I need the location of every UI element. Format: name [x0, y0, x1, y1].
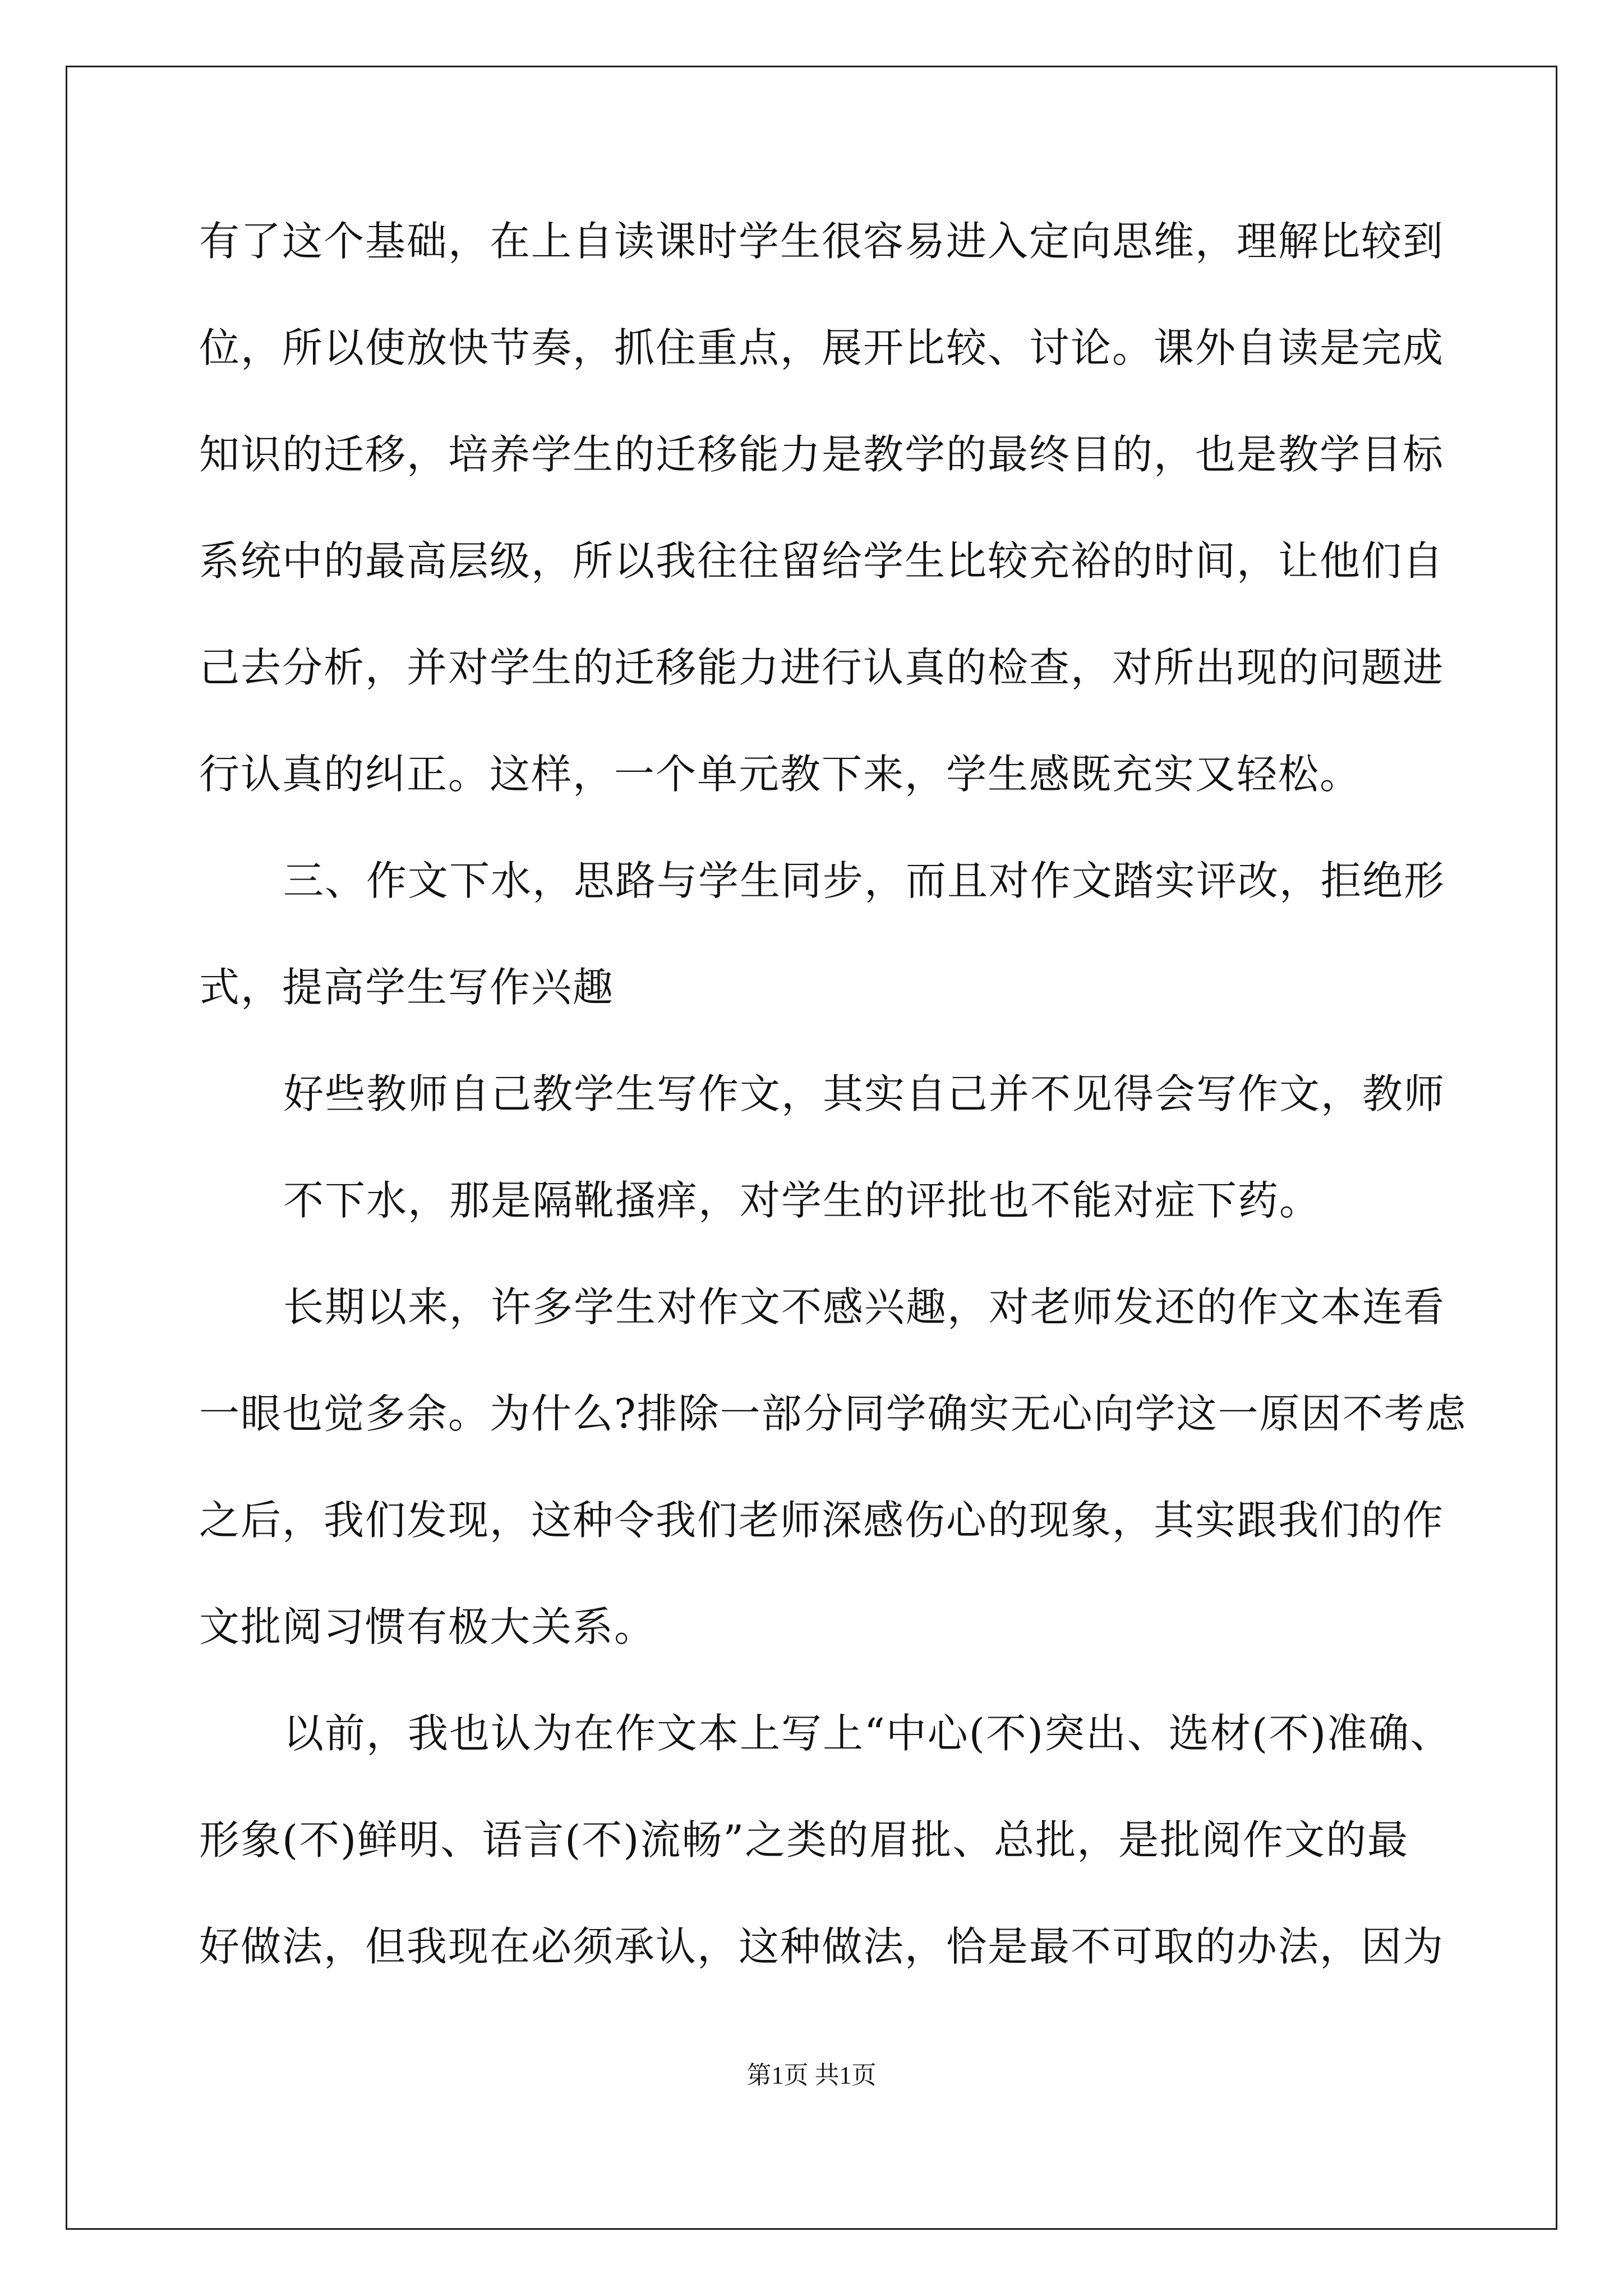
text-line: 以前，我也认为在作文本上写上“中心(不)突出、选材(不)准确、	[283, 1710, 1452, 1757]
text-line: 好些教师自己教学生写作文，其实自己并不见得会写作文，教师	[283, 1070, 1446, 1117]
text-line: 位，所以使放快节奏，抓住重点，展开比较、讨论。课外自读是完成	[199, 324, 1445, 371]
text-line: 己去分析，并对学生的迁移能力进行认真的检查，对所出现的问题进	[199, 644, 1445, 691]
text-line: 文批阅习惯有极大关系。	[199, 1603, 656, 1650]
paragraph-heading-line: 式，提高学生写作兴趣	[199, 964, 615, 1011]
text-line: 知识的迁移，培养学生的迁移能力是教学的最终目的，也是教学目标	[199, 431, 1445, 478]
text-line: 形象(不)鲜明、语言(不)流畅”之类的眉批、总批，是批阅作文的最	[199, 1816, 1409, 1864]
text-line: 行认真的纠正。这样，一个单元教下来，学生感既充实又轻松。	[199, 751, 1362, 798]
text-line: 长期以来，许多学生对作文不感兴趣，对老师发还的作文本连看	[283, 1283, 1446, 1331]
page-border	[66, 66, 1557, 2230]
text-line: 不下水，那是隔靴搔痒，对学生的评批也不能对症下药。	[283, 1177, 1321, 1224]
paragraph-heading-line: 三、作文下水，思路与学生同步，而且对作文踏实评改，拒绝形	[283, 857, 1446, 904]
text-line: 好做法，但我现在必须承认，这种做法，恰是最不可取的办法，因为	[199, 1923, 1445, 1970]
text-line: 有了这个基础，在上自读课时学生很容易进入定向思维，理解比较到	[199, 218, 1445, 265]
text-line: 系统中的最高层级，所以我往往留给学生比较充裕的时间，让他们自	[199, 537, 1445, 585]
page-number-footer: 第1页 共1页	[746, 2062, 877, 2089]
text-line: 一眼也觉多余。为什么?排除一部分同学确实无心向学这一原因不考虑	[199, 1390, 1467, 1437]
text-line: 之后，我们发现，这种令我们老师深感伤心的现象，其实跟我们的作	[199, 1497, 1445, 1544]
